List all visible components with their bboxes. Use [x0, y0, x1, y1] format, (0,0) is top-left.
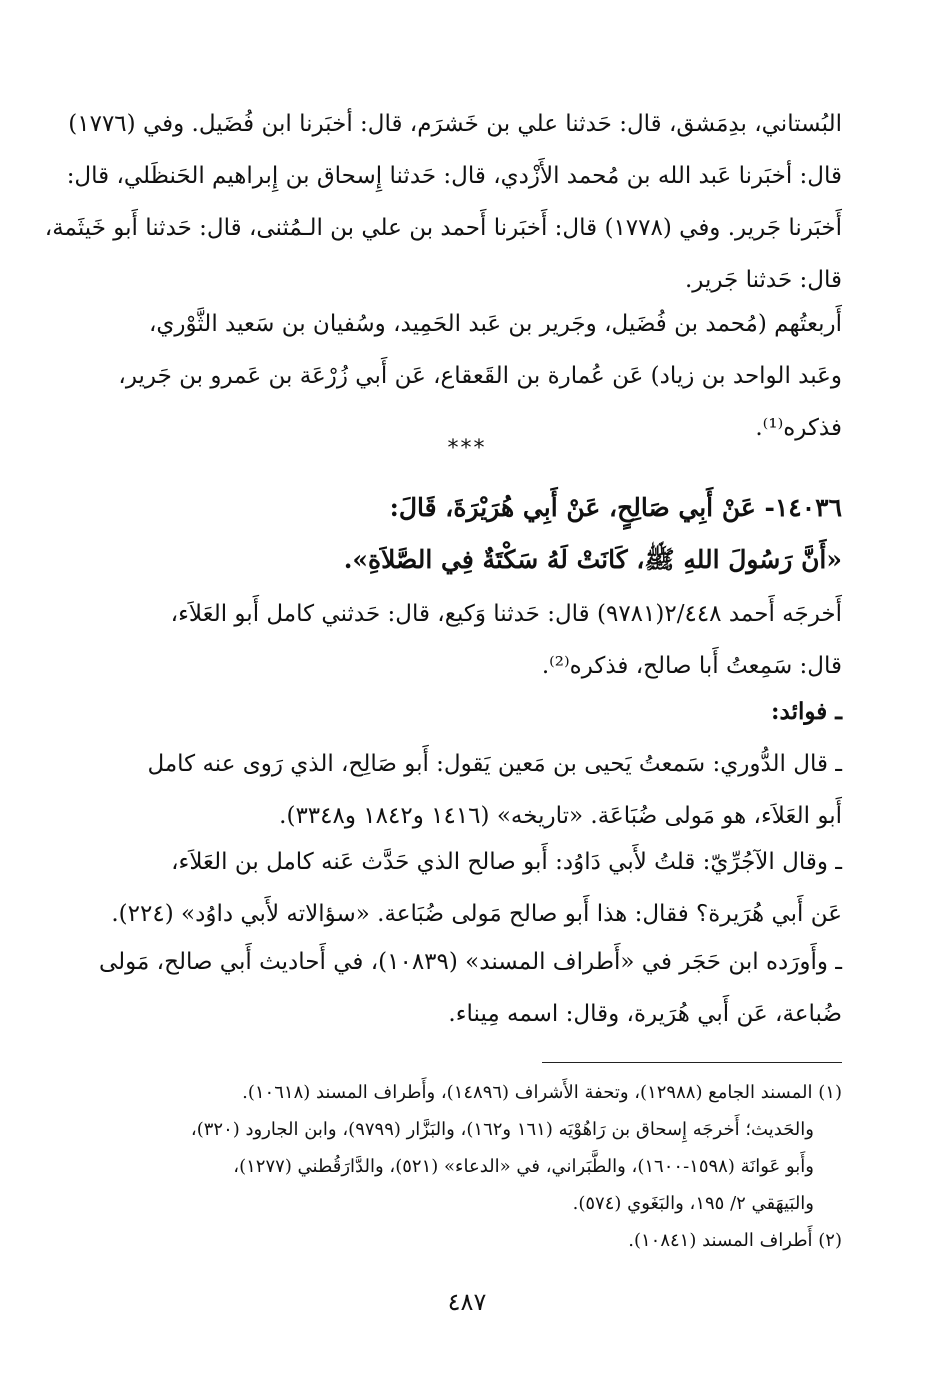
footnote-line: والبَيهَقي ٢/ ١٩٥، والبَغَوي (٥٧٤).: [572, 1193, 814, 1214]
text-line: فذكره⁽¹⁾.: [755, 415, 842, 441]
hadith-text: [92, 482, 842, 586]
text-line: أَخبَرنا جَرير. وفي (١٧٧٨) قال: أَخبَرنا أَحمد بن علي بن الـمُثنى، قال: حَدثنا أَبو خَيثَمة،: [44, 215, 842, 241]
text-line: أَبو العَلاَء، هو مَولى ضُبَاعَة. «تاريخه» (١٤١٦ و١٨٤٢ و٣٣٤٨).: [279, 803, 842, 829]
text-line: قال: سَمِعتُ أَبا صالح، فذكره⁽²⁾.: [541, 653, 842, 679]
text-line: قال: حَدثنا جَرير.: [684, 267, 842, 293]
section-separator: ***: [447, 436, 487, 461]
text-line: أَخرجَه أَحمد ٢/٤٤٨(٩٧٨١) قال: حَدثنا وَكيع، قال: حَدثني كامل أَبو العَلاَء،: [170, 601, 842, 627]
text-line: ـ قال الدُّوري: سَمعتُ يَحيى بن مَعين يَقول: أَبو صَالِح، الذي رَوى عنه كامل: [147, 751, 842, 777]
page-number: ٤٨٧: [447, 1288, 487, 1316]
benefit-paragraph: [92, 836, 842, 940]
footnote-line: (٢) أَطراف المسند (١٠٨٤١).: [628, 1230, 842, 1251]
footnotes: [92, 1074, 842, 1259]
footnote-line: وأَبو عَوانَة (١٥٩٨-١٦٠٠)، والطَّبَراني، في «الدعاء» (٥٢١)، والدَّارَقُطني (١٢٧٧)،: [233, 1156, 814, 1177]
hadith-heading-line: ١٤٠٣٦- عَنْ أَبِي صَالِحٍ، عَنْ أَبِي هُرَيْرَةَ، قَالَ:: [389, 493, 842, 522]
text-line: ـ وأَورَده ابن حَجَر في «أَطراف المسند» (١٠٨٣٩)، في أَحاديث أَبي صالح، مَولى: [98, 949, 842, 975]
paragraph-narrators-summary: [92, 298, 842, 454]
footnote-line: (١) المسند الجامع (١٢٩٨٨)، وتحفة الأَشراف (١٤٨٩٦)، وأَطراف المسند (١٠٦١٨).: [242, 1082, 842, 1103]
footnote-divider: [542, 1062, 842, 1063]
paragraph-chain-of-narration: [44, 98, 842, 306]
text-line: ـ وقال الآجُرِّيّ: قلتُ لأَبي دَاوُد: أَبو صالح الذي حَدَّث عَنه كامل بن العَلاَء،: [171, 849, 842, 875]
text-line: ضُباعة، عَن أَبي هُرَيرة، وقال: اسمه مِيناء.: [448, 1001, 842, 1027]
paragraph-takhrij: [92, 588, 842, 692]
text-line: عَن أَبي هُرَيرة؟ فقال: هذا أَبو صالح مَولى ضُبَاعة. «سؤالاته لأَبي داوُد» (٢٢٤).: [111, 901, 842, 927]
text-line: وعَبد الواحد بن زياد) عَن عُمارة بن القَعقاع، عَن أَبي زُرْعَة بن عَمرو بن جَرير،: [118, 363, 842, 389]
benefit-paragraph: [92, 936, 842, 1040]
footnote-line: والحَديث؛ أَخرجَه إِسحاق بن رَاهُوْيَه (١٦١ و١٦٢)، والبَزَّار (٩٧٩٩)، وابن الجارود (٣٢٠)،: [190, 1119, 814, 1140]
hadith-matn-line: «أَنَّ رَسُولَ اللهِ ﷺ، كَانَتْ لَهُ سَكْتَةٌ فِي الصَّلاَةِ».: [343, 545, 842, 574]
text-line: أَربعتُهم (مُحمد بن فُضَيل، وجَرير بن عَبد الحَمِيد، وسُفيان بن سَعيد الثَّوْري،: [148, 311, 842, 337]
text-line: البُستاني، بدِمَشق، قال: حَدثنا علي بن خَشرَم، قال: أخبَرنا ابن فُضَيل. وفي (١٧٧٦): [68, 111, 842, 137]
text-line: قال: أخبَرنا عَبد الله بن مُحمد الأَزْدي، قال: حَدثنا إِسحاق بن إِبراهيم الحَنظَلي، قال:: [66, 163, 842, 189]
benefit-paragraph: [92, 738, 842, 842]
benefits-heading: ـ فوائد:: [771, 698, 842, 725]
